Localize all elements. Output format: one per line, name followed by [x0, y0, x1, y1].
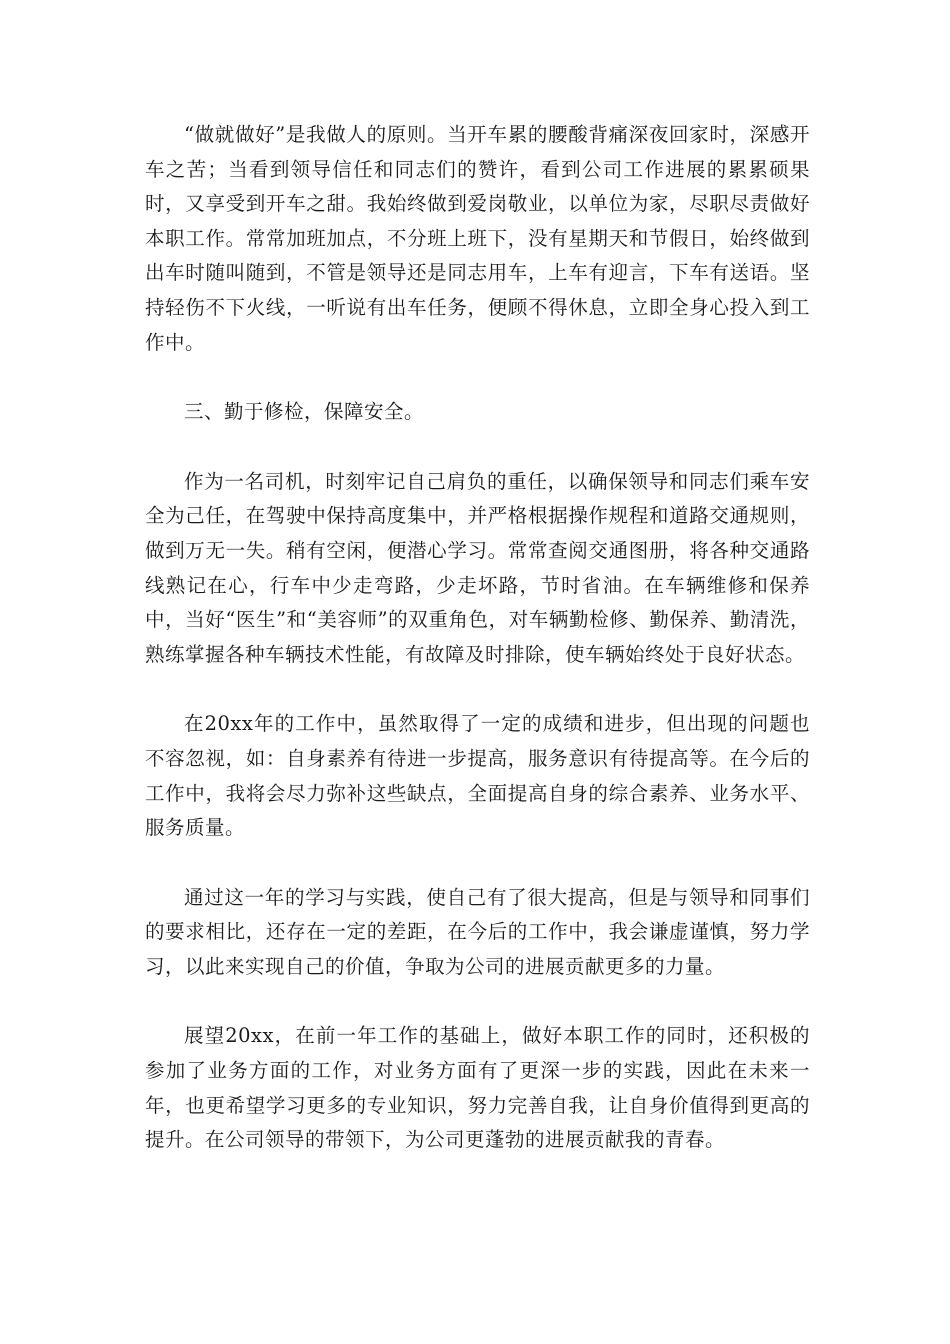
- section-heading-maintenance: 三、勤于修检，保障安全。: [184, 400, 425, 424]
- paragraph-gap: [145, 360, 810, 395]
- paragraph-outlook: 展望20xx，在前一年工作的基础上，做好本职工作的同时，还积极的参加了业务方面的工作，对业务方面有了更深一步的实践，因此在未来一年，也更希望学习更多的专业知识，努力完善自我，让自身价值得到更高的提升。在公司领导的带领下，为公司更蓬勃的进展贡献我的青春。: [145, 1024, 810, 1152]
- paragraph-driver-safety: 作为一名司机，时刻牢记自己肩负的重任，以确保领导和同志们乘车安全为己任，在驾驶中保持高度集中，并严格根据操作规程和道路交通规则，做到万无一失。稍有空闲，便潜心学习。常常查阅交通图册，将各种交通路线熟记在心，行车中少走弯路，少走坏路，节时省油。在车辆维修和保养中，当好“医生”和“美容师”的双重角色，对车辆勤检修、勤保养、勤清洗，熟练掌握各种车辆技术性能，有故障及时排除，使车辆始终处于良好状态。: [145, 469, 810, 666]
- paragraph-work-attitude: “做就做好”是我做人的原则。当开车累的腰酸背痛深夜回家时，深感开车之苦；当看到领导信任和同志们的赞许，看到公司工作进展的累累硕果时，又享受到开车之甜。我始终做到爱岗敬业，以单位为家，尽职尽责做好本职工作。常常加班加点，不分班上班下，没有星期天和节假日，始终做到出车时随叫随到，不管是领导还是同志用车，上车有迎言，下车有送语。坚持轻伤不下火线，一听说有出车任务，便顾不得休息，立即全身心投入到工作中。: [145, 123, 810, 354]
- document-body: [145, 118, 810, 1158]
- paragraph-gap: [145, 846, 810, 881]
- paragraph-gap: [145, 984, 810, 1019]
- paragraph-gap: [145, 672, 810, 707]
- paragraph-gap: [145, 430, 810, 465]
- paragraph-improvement: 通过这一年的学习与实践，使自己有了很大提高，但是与领导和同事们的要求相比，还存在一定的差距，在今后的工作中，我会谦虚谨慎，努力学习，以此来实现自己的价值，争取为公司的进展贡献更多的力量。: [145, 885, 810, 978]
- paragraph-problems: 在20xx年的工作中，虽然取得了一定的成绩和进步，但出现的问题也不容忽视，如：自身素养有待进一步提高，服务意识有待提高等。在今后的工作中，我将会尽力弥补这些缺点，全面提高自身的综合素养、业务水平、服务质量。: [145, 712, 810, 840]
